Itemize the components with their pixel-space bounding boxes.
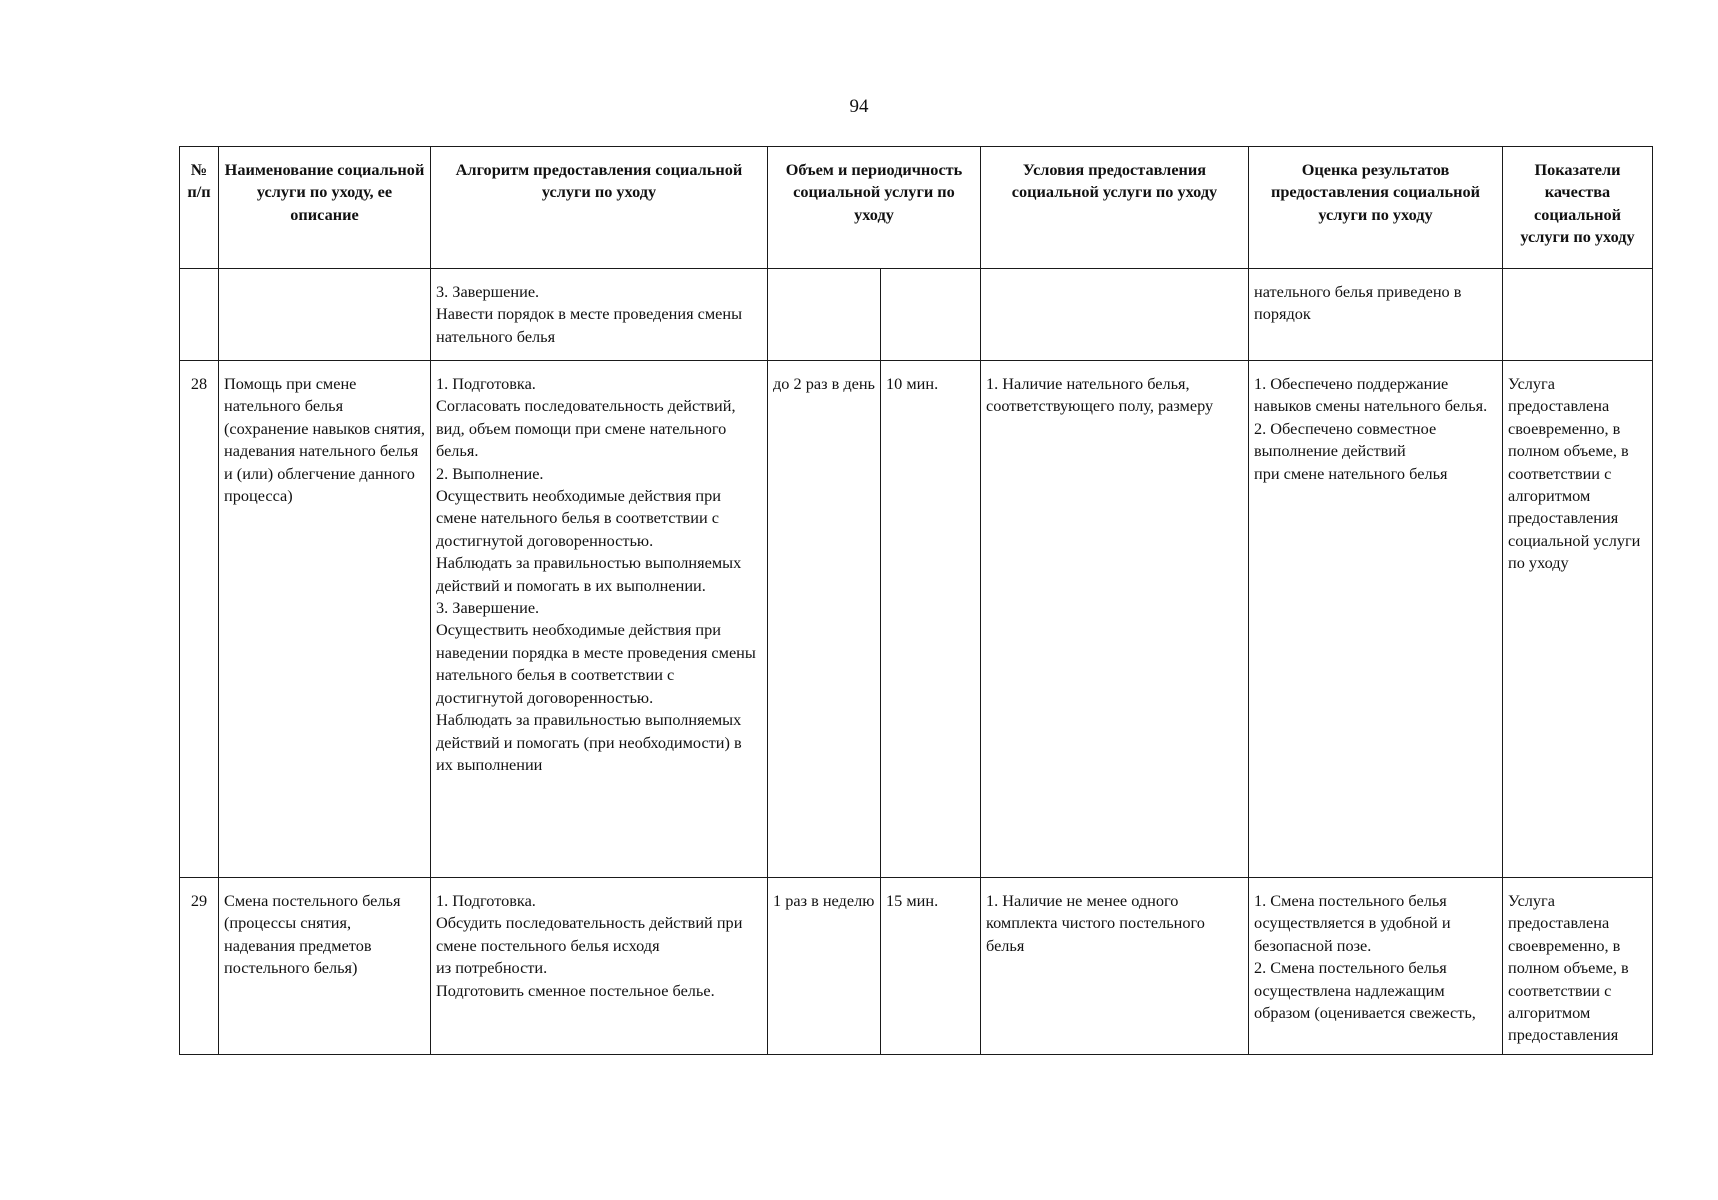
header-conditions: Условия предоставления социальной услуги по уходу: [981, 147, 1249, 269]
cell-duration: 15 мин.: [881, 878, 981, 1055]
table-row: [180, 269, 1653, 361]
cell-num: [180, 269, 219, 361]
header-algorithm: Алгоритм предоставления социальной услуги по уходу: [431, 147, 768, 269]
cell-evaluation: нательного белья приведено в порядок: [1249, 269, 1503, 361]
cell-duration: 10 мин.: [881, 361, 981, 878]
page-number: 94: [849, 96, 869, 117]
header-evaluation: Оценка результатов предоставления социальной услуги по уходу: [1249, 147, 1503, 269]
header-quality: Показатели качества социальной услуги по уходу: [1503, 147, 1653, 269]
cell-name: [219, 269, 431, 361]
cell-quality: Услуга предоставлена своевременно, в полном объеме, в соответствии с алгоритмом предоставления: [1503, 878, 1653, 1055]
header-volume: Объем и периодичность социальной услуги по уходу: [768, 147, 981, 269]
cell-duration: [881, 269, 981, 361]
header-name: Наименование социальной услуги по уходу, ее описание: [219, 147, 431, 269]
cell-periodicity: 1 раз в неделю: [768, 878, 881, 1055]
cell-num: 28: [180, 361, 219, 878]
cell-quality: Услуга предоставлена своевременно, в полном объеме, в соответствии с алгоритмом предоставления социальной услуги по уходу: [1503, 361, 1653, 878]
cell-conditions: 1. Наличие нательного белья, соответствующего полу, размеру: [981, 361, 1249, 878]
cell-periodicity: [768, 269, 881, 361]
header-num: № п/п: [180, 147, 219, 269]
cell-num: 29: [180, 878, 219, 1055]
cell-algorithm: 1. Подготовка. Согласовать последовательность действий, вид, объем помощи при смене нательного белья. 2. Выполнение. Осуществить необходимые действия при смене нательного белья в соответствии с достигнутой договоренностью. Наблюдать за правильностью выполняемых действий и помогать в их выполнении. 3. Завершение. Осуществить необходимые действия при наведении порядка в месте проведения смены нательного белья в соответствии с достигнутой договоренностью. Наблюдать за правильностью выполняемых действий и помогать (при необходимости) в их выполнении: [431, 361, 768, 878]
cell-periodicity: до 2 раз в день: [768, 361, 881, 878]
table-row: [180, 361, 1653, 878]
cell-algorithm: 1. Подготовка. Обсудить последовательность действий при смене постельного белья исходя из потребности. Подготовить сменное постельное белье.: [431, 878, 768, 1055]
cell-algorithm: 3. Завершение. Навести порядок в месте проведения смены нательного белья: [431, 269, 768, 361]
cell-conditions: 1. Наличие не менее одного комплекта чистого постельного белья: [981, 878, 1249, 1055]
table-header-row: [180, 147, 1653, 269]
table-row: [180, 878, 1653, 1055]
cell-quality: [1503, 269, 1653, 361]
cell-evaluation: 1. Обеспечено поддержание навыков смены нательного белья. 2. Обеспечено совместное выполнение действий при смене нательного белья: [1249, 361, 1503, 878]
cell-name: Смена постельного белья (процессы снятия, надевания предметов постельного белья): [219, 878, 431, 1055]
cell-name: Помощь при смене нательного белья (сохранение навыков снятия, надевания нательного белья и (или) облегчение данного процесса): [219, 361, 431, 878]
services-table: [179, 146, 1653, 1055]
cell-evaluation: 1. Смена постельного белья осуществляется в удобной и безопасной позе. 2. Смена постельного белья осуществлена надлежащим образом (оценивается свежесть,: [1249, 878, 1503, 1055]
cell-conditions: [981, 269, 1249, 361]
